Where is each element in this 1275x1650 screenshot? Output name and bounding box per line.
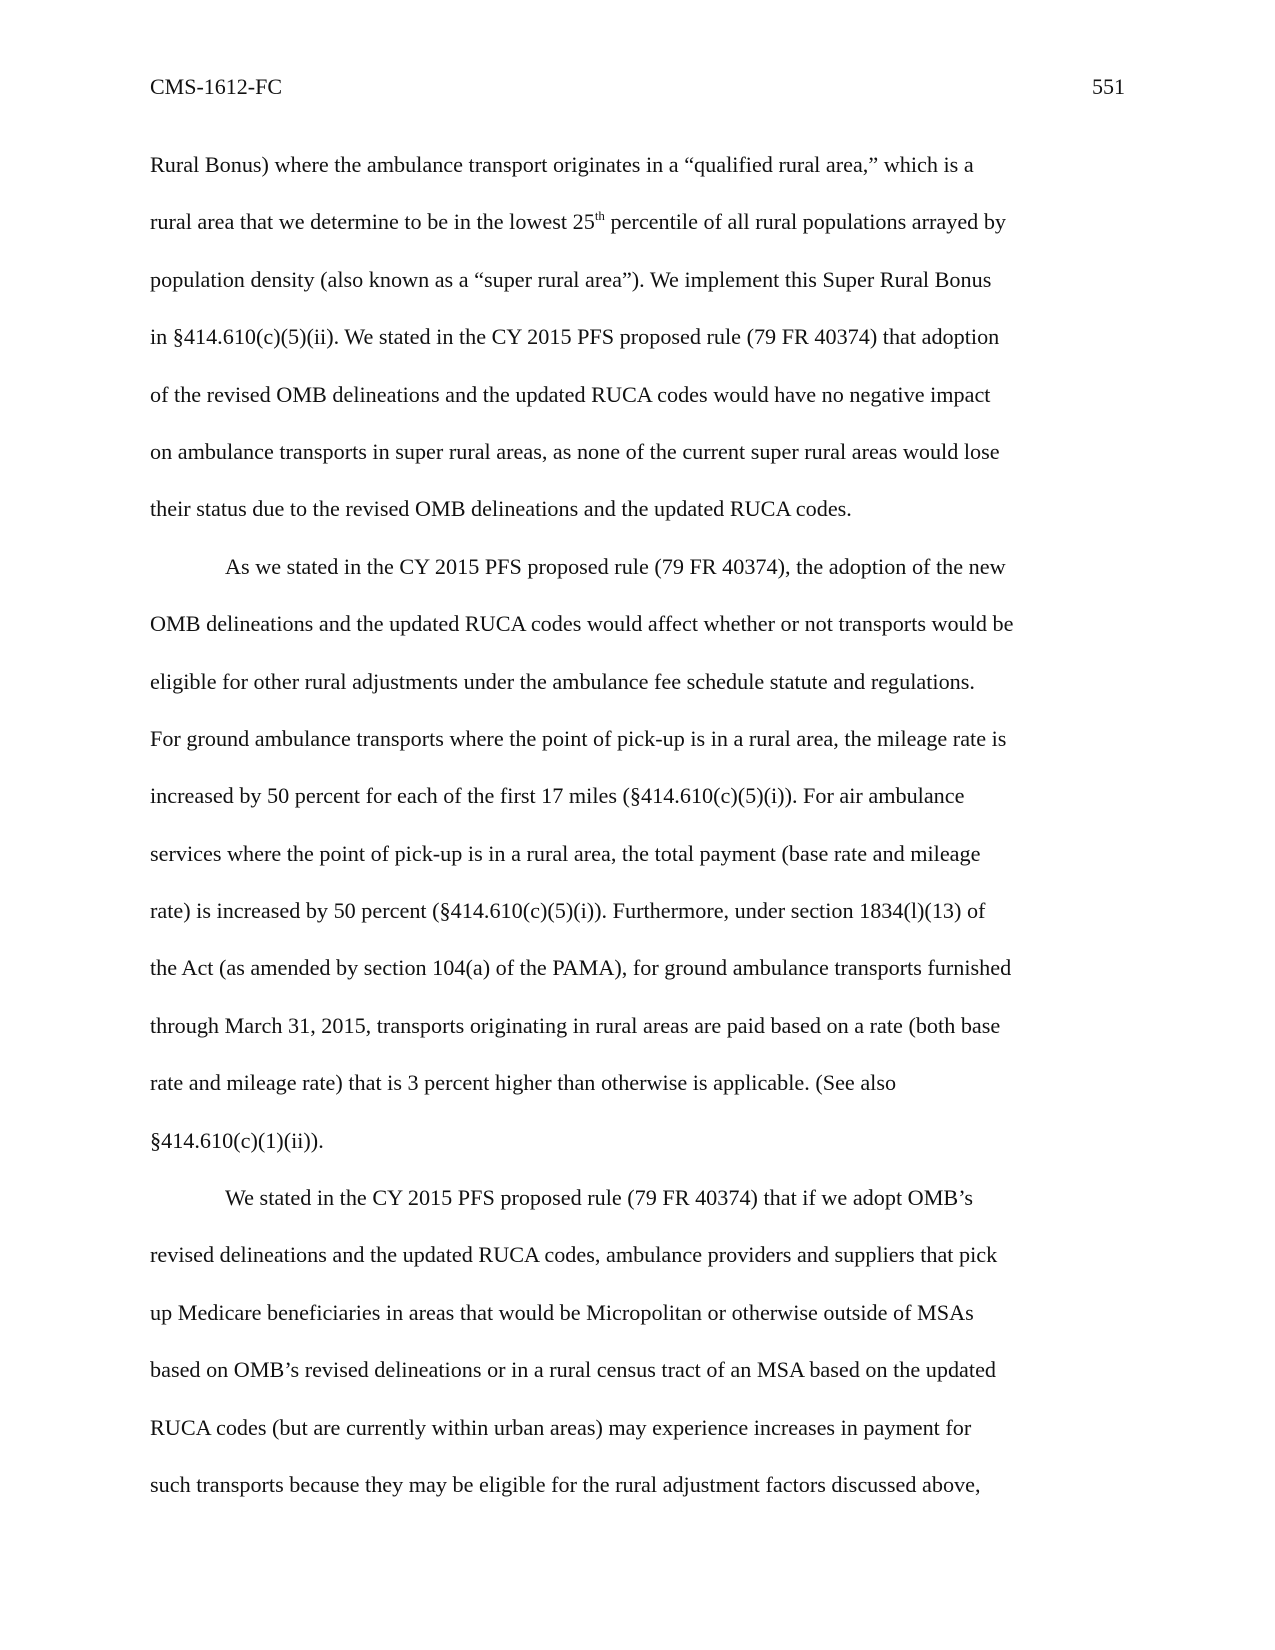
page-header bbox=[150, 72, 1125, 102]
document-id: CMS-1612-FC bbox=[150, 74, 283, 99]
text-line: such transports because they may be eligible for the rural adjustment factors discussed above, bbox=[150, 1471, 981, 1497]
text-line: eligible for other rural adjustments under the ambulance fee schedule statute and regulations. bbox=[150, 668, 975, 694]
text-line: OMB delineations and the updated RUCA codes would affect whether or not transports would be bbox=[150, 611, 1014, 637]
text-line bbox=[150, 193, 1125, 250]
text-line: rate and mileage rate) that is 3 percent higher than otherwise is applicable. (See also bbox=[150, 1070, 897, 1096]
text-line: services where the point of pick-up is in a rural area, the total payment (base rate and mileage bbox=[150, 840, 981, 866]
text-line: through March 31, 2015, transports originating in rural areas are paid based on a rate (both base bbox=[150, 1012, 1001, 1038]
text-line: RUCA codes (but are currently within urban areas) may experience increases in payment for bbox=[150, 1414, 972, 1440]
text-line: their status due to the revised OMB delineations and the updated RUCA codes. bbox=[150, 496, 852, 522]
paragraph-first-line: We stated in the CY 2015 PFS proposed rule (79 FR 40374) that if we adopt OMB’s bbox=[225, 1185, 974, 1211]
text-line: population density (also known as a “super rural area”). We implement this Super Rural Bonus bbox=[150, 266, 992, 292]
text-line: Rural Bonus) where the ambulance transport originates in a “qualified rural area,” which is a bbox=[150, 152, 974, 177]
text-line: based on OMB’s revised delineations or in a rural census tract of an MSA based on the updated bbox=[150, 1357, 997, 1383]
text-line: of the revised OMB delineations and the updated RUCA codes would have no negative impact bbox=[150, 381, 991, 407]
text-line: §414.610(c)(1)(ii)). bbox=[150, 1127, 324, 1153]
page-number: 551 bbox=[1092, 74, 1125, 99]
text-line: in §414.610(c)(5)(ii). We stated in the CY 2015 PFS proposed rule (79 FR 40374) that adoption bbox=[150, 324, 1000, 350]
paragraph-first-line: As we stated in the CY 2015 PFS proposed rule (79 FR 40374), the adoption of the new bbox=[225, 553, 1006, 579]
text-line: up Medicare beneficiaries in areas that would be Micropolitan or otherwise outside of MSAs bbox=[150, 1299, 974, 1325]
text-line-end: percentile of all rural populations arrayed by bbox=[604, 209, 1007, 235]
text-line: the Act (as amended by section 104(a) of the PAMA), for ground ambulance transports furnished bbox=[150, 955, 1012, 981]
text-line: rate) is increased by 50 percent (§414.610(c)(5)(i)). Furthermore, under section 1834(l)(13) of bbox=[150, 898, 986, 924]
text-line: For ground ambulance transports where the point of pick-up is in a rural area, the mileage rate is bbox=[150, 725, 1007, 751]
ordinal-superscript: th bbox=[594, 208, 605, 224]
body-text bbox=[150, 136, 1125, 1513]
text-line: on ambulance transports in super rural areas, as none of the current super rural areas would lose bbox=[150, 438, 1000, 464]
text-line-start: rural area that we determine to be in the lowest 25 bbox=[150, 209, 595, 235]
text-line: increased by 50 percent for each of the first 17 miles (§414.610(c)(5)(i)). For air ambulance bbox=[150, 783, 965, 809]
text-line: revised delineations and the updated RUCA codes, ambulance providers and suppliers that pick bbox=[150, 1242, 998, 1268]
